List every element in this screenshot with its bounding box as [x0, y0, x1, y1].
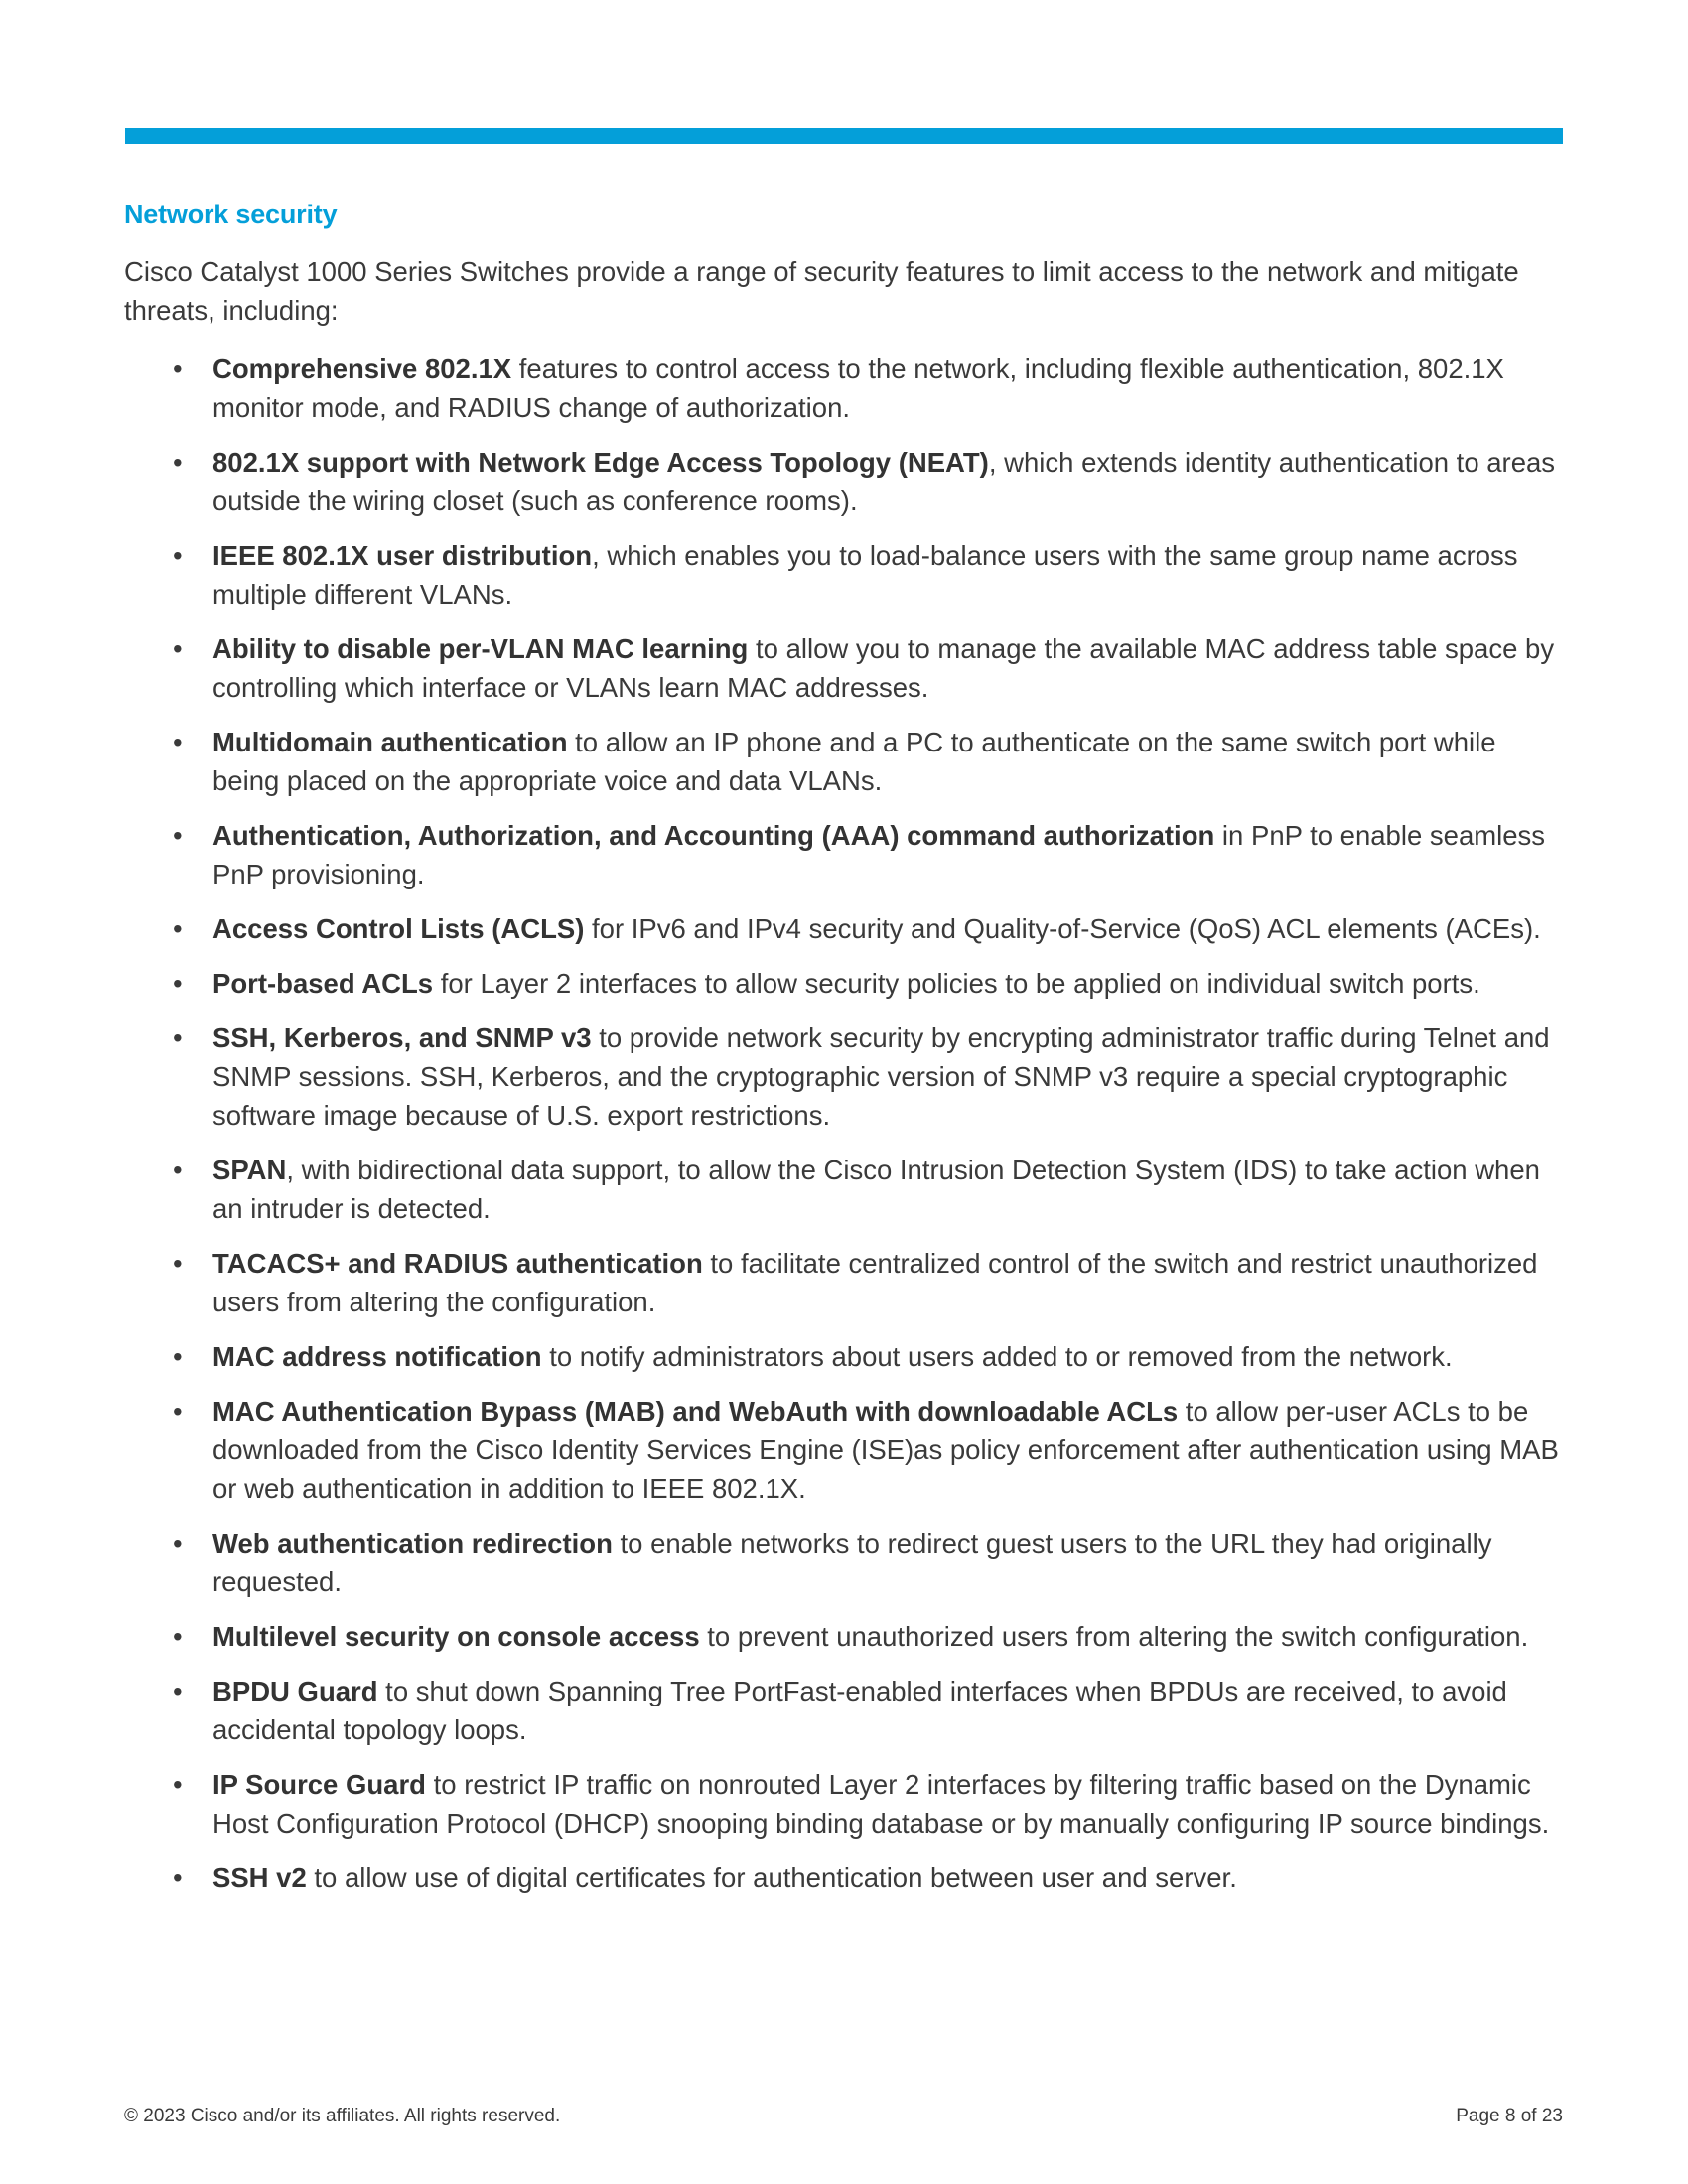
feature-term: Multilevel security on console access [212, 1621, 700, 1652]
bullet-icon: • [173, 633, 183, 664]
footer-copyright: © 2023 Cisco and/or its affiliates. All rights reserved. [124, 2106, 561, 2126]
feature-term: Multidomain authentication [212, 727, 568, 757]
bullet-icon: • [173, 353, 183, 384]
list-item [0, 1858, 1688, 1897]
bullet-icon: • [173, 1396, 183, 1427]
list-item [0, 909, 1688, 948]
list-item [0, 1151, 1688, 1228]
feature-term: SSH v2 [212, 1862, 307, 1893]
feature-description: to allow an IP phone and a PC to authenticate on the same switch port while being placed on the appropriate voice and data VLANs. [212, 727, 1496, 796]
feature-term: Web authentication redirection [212, 1528, 613, 1559]
feature-description: to restrict IP traffic on nonrouted Layer 2 interfaces by filtering traffic based on the Dynamic Host Configuration Protocol (DHCP) snooping binding database or by manually configuring IP source bindings. [212, 1769, 1550, 1839]
list-item [0, 1524, 1688, 1601]
feature-term: IEEE 802.1X user distribution [212, 540, 593, 571]
section-heading: Network security [124, 200, 338, 229]
bullet-icon: • [173, 1862, 183, 1893]
feature-description: to allow use of digital certificates for authentication between user and server. [306, 1862, 1237, 1893]
intro-paragraph: Cisco Catalyst 1000 Series Switches provide a range of security features to limit access to the network and mitigate threats, including: [124, 256, 1519, 326]
bullet-icon: • [173, 968, 183, 999]
feature-description: , which enables you to load-balance users with the same group name across multiple different VLANs. [212, 540, 1518, 610]
bullet-icon: • [173, 820, 183, 851]
footer-page-number: Page 8 of 23 [1456, 2106, 1563, 2126]
feature-description: in PnP to enable seamless PnP provisioning. [212, 820, 1546, 889]
bullet-icon: • [173, 913, 183, 944]
list-item [0, 1672, 1688, 1749]
feature-description: to prevent unauthorized users from altering the switch configuration. [699, 1621, 1529, 1652]
list-item [0, 1019, 1688, 1135]
feature-term: MAC address notification [212, 1341, 542, 1372]
feature-term: SPAN [212, 1155, 287, 1185]
list-item [0, 1765, 1688, 1843]
feature-description: for IPv6 and IPv4 security and Quality-of-Service (QoS) ACL elements (ACEs). [584, 913, 1541, 944]
bullet-icon: • [173, 447, 183, 478]
top-accent-rule [125, 128, 1563, 144]
feature-description: to allow per-user ACLs to be downloaded from the Cisco Identity Services Engine (ISE)as policy enforcement after authentication using MAB or web authentication in addition to IEEE 802.1X. [212, 1396, 1559, 1504]
feature-description: , with bidirectional data support, to allow the Cisco Intrusion Detection System (IDS) to take action when an intruder is detected. [212, 1155, 1540, 1224]
bullet-icon: • [173, 1676, 183, 1706]
bullet-icon: • [173, 1341, 183, 1372]
feature-term: Comprehensive 802.1X [212, 353, 512, 384]
feature-description: to notify administrators about users added to or removed from the network. [541, 1341, 1453, 1372]
feature-term: 802.1X support with Network Edge Access Topology (NEAT) [212, 447, 989, 478]
list-item [0, 816, 1688, 893]
feature-term: Ability to disable per-VLAN MAC learning [212, 633, 749, 664]
list-item [0, 1244, 1688, 1321]
bullet-icon: • [173, 1769, 183, 1800]
bullet-icon: • [173, 1248, 183, 1279]
list-item [0, 629, 1688, 707]
bullet-icon: • [173, 540, 183, 571]
list-item [0, 723, 1688, 800]
feature-term: MAC Authentication Bypass (MAB) and WebAuth with downloadable ACLs [212, 1396, 1179, 1427]
bullet-icon: • [173, 1621, 183, 1652]
feature-term: Access Control Lists (ACLS) [212, 913, 585, 944]
feature-description: to enable networks to redirect guest users to the URL they had originally requested. [212, 1528, 1492, 1597]
feature-description: to facilitate centralized control of the switch and restrict unauthorized users from altering the configuration. [212, 1248, 1538, 1317]
feature-description: to shut down Spanning Tree PortFast-enabled interfaces when BPDUs are received, to avoid accidental topology loops. [212, 1676, 1507, 1745]
bullet-icon: • [173, 1155, 183, 1185]
list-item [0, 536, 1688, 614]
bullet-icon: • [173, 1528, 183, 1559]
feature-description: to allow you to manage the available MAC address table space by controlling which interface or VLANs learn MAC addresses. [212, 633, 1555, 703]
feature-description: features to control access to the network, including flexible authentication, 802.1X monitor mode, and RADIUS change of authorization. [212, 353, 1504, 423]
list-item [0, 349, 1688, 427]
feature-term: Port-based ACLs [212, 968, 434, 999]
feature-term: TACACS+ and RADIUS authentication [212, 1248, 703, 1279]
feature-term: BPDU Guard [212, 1676, 378, 1706]
feature-description: for Layer 2 interfaces to allow security policies to be applied on individual switch ports. [433, 968, 1480, 999]
feature-list [0, 349, 1688, 1913]
feature-description: to provide network security by encrypting administrator traffic during Telnet and SNMP sessions. SSH, Kerberos, and the cryptographic version of SNMP v3 require a special cryptographic software image because of U.S. export restrictions. [212, 1023, 1550, 1131]
list-item [0, 1337, 1688, 1376]
feature-term: SSH, Kerberos, and SNMP v3 [212, 1023, 592, 1053]
feature-term: Authentication, Authorization, and Accounting (AAA) command authorization [212, 820, 1215, 851]
feature-term: IP Source Guard [212, 1769, 426, 1800]
feature-description: , which extends identity authentication to areas outside the wiring closet (such as conference rooms). [212, 447, 1556, 516]
list-item [0, 443, 1688, 520]
list-item [0, 964, 1688, 1003]
bullet-icon: • [173, 1023, 183, 1053]
list-item [0, 1617, 1688, 1656]
bullet-icon: • [173, 727, 183, 757]
list-item [0, 1392, 1688, 1508]
